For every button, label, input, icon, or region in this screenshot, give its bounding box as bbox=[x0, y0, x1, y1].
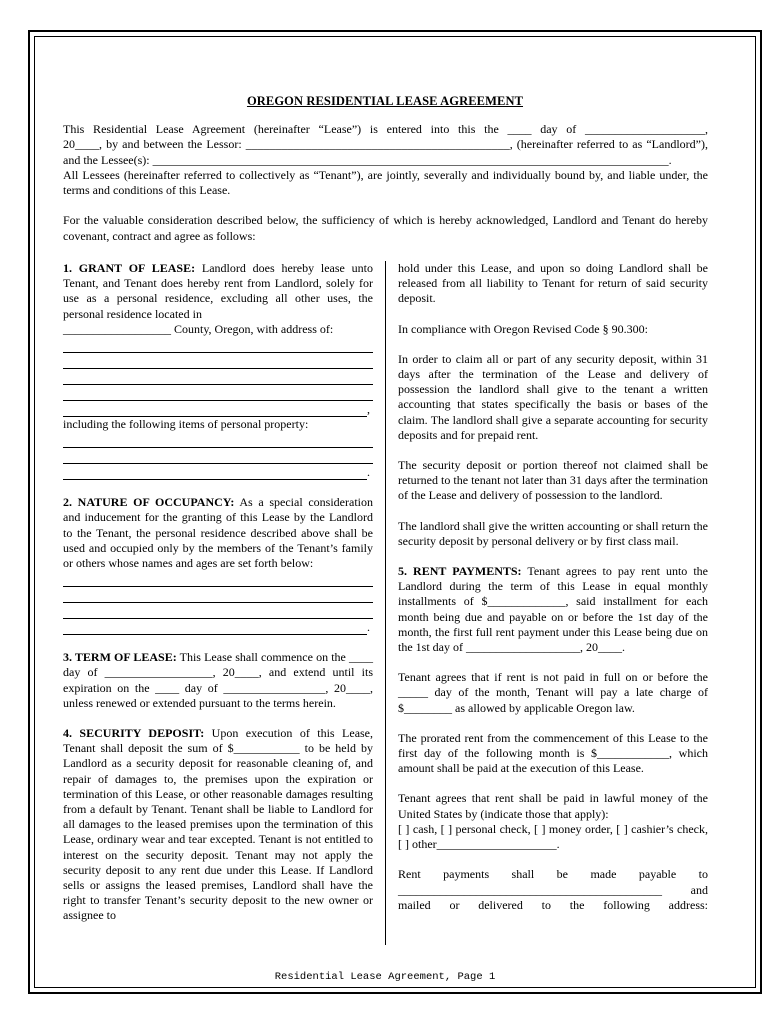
occupant-blank-line bbox=[63, 588, 373, 603]
section-1-body: Landlord does hereby lease unto Tenant, and Tenant does hereby rent from Landlord, solely for use as a personal residence, excluding all other uses, the personal residence located in bbox=[63, 261, 373, 321]
section-4-heading: 4. SECURITY DEPOSIT: bbox=[63, 726, 205, 741]
payment-method-options: [ ] cash, [ ] personal check, [ ] money order, [ ] cashier’s check, [ ] other____________________. bbox=[398, 821, 708, 852]
address-blank-line-end: , bbox=[63, 401, 373, 417]
property-blank-line bbox=[63, 449, 373, 464]
address-blank-line bbox=[63, 370, 373, 385]
address-blank-line bbox=[63, 354, 373, 369]
section-term-of-lease bbox=[63, 650, 373, 711]
intro-section bbox=[63, 122, 708, 244]
deposit-release-paragraph: hold under this Lease, and upon so doing Landlord shall be released from all liability to Tenant for return of said security deposit. bbox=[398, 261, 708, 306]
property-blank-line bbox=[63, 433, 373, 448]
section-4-body: Upon execution of this Lease, Tenant shall deposit the sum of $___________ to be held by Landlord as a security deposit for reasonable cleaning of, and repair of damages to, the premises upon the expiration or termination of this Lease, or other reasonable damages resulting from a default by Tenant. Tenant shall be liable to Landlord for all damages to the leased premises upon the termination of this Lease, ordinary wear and tear excepted. Tenant is not entitled to interest on the security deposit. Tenant may not apply the security deposit to any rent due under this Lease. If Landlord sells or assigns the leased premises, Landlord shall have the right to transfer Tenant’s security deposit to the new owner or assignee to bbox=[63, 726, 374, 923]
address-blank-line bbox=[63, 338, 373, 353]
personal-property-label: including the following items of personal property: bbox=[63, 417, 309, 432]
payment-method-paragraph: Tenant agrees that rent shall be paid in lawful money of the United States by (indicate those that apply): bbox=[398, 791, 708, 821]
intro-line-2: 20____, by and between the Lessor: ____________________________________________, (hereinafter referred to as “Landlord”), bbox=[63, 137, 708, 152]
deposit-return-paragraph: The security deposit or portion thereof not claimed shall be returned to the tenant not later than 31 days after the termination of the Lease and delivery of possession to the landlord. bbox=[398, 458, 708, 503]
intro-line-3: and the Lessee(s): ______________________________________________________________________________________. bbox=[63, 152, 672, 167]
deposit-claim-paragraph: In order to claim all or part of any security deposit, within 31 days after the termination of the Lease and delivery of possession the landlord shall give to the tenant a written accounting that states specifically the basis or bases of the claim. The landlord shall give a separate accounting for security deposits and for prepaid rent. bbox=[398, 351, 708, 442]
section-1-heading: 1. GRANT OF LEASE: bbox=[63, 261, 196, 275]
section-5-heading: 5. RENT PAYMENTS: bbox=[398, 564, 522, 579]
column-divider bbox=[385, 261, 386, 945]
property-blank-line-end: . bbox=[63, 464, 373, 480]
section-rent-payments bbox=[398, 564, 708, 655]
document-title: OREGON RESIDENTIAL LEASE AGREEMENT bbox=[246, 94, 524, 108]
section-3-body: This Lease shall commence on the ____ day of __________________, 20____, and extend until its expiration on the ____ day of _________________, 20____, unless renewed or extended pursuant to the terms herein. bbox=[63, 650, 373, 710]
page-footer: Residential Lease Agreement, Page 1 bbox=[274, 971, 496, 983]
county-line: __________________ County, Oregon, with address of: bbox=[63, 321, 334, 336]
intro-line-1: This Residential Lease Agreement (hereinafter “Lease”) is entered into this the ____ day of ____________________, bbox=[63, 122, 708, 136]
late-charge-paragraph: Tenant agrees that if rent is not paid in full on or before the _____ day of the month, Tenant will pay a late charge of $________ as allowed by applicable Oregon law. bbox=[398, 670, 708, 715]
left-column bbox=[63, 261, 373, 939]
section-5-body: Tenant agrees to pay rent unto the Landlord during the term of this Lease in equal monthly installments of $_____________, said installment for each month being due and payable on or before the 1st day of the month, the first full rent payment under this Lease being due on the 1st day of ___________________, 20____. bbox=[398, 564, 709, 655]
oregon-code-paragraph: In compliance with Oregon Revised Code § 90.300: bbox=[398, 321, 648, 336]
occupant-blank-line bbox=[63, 604, 373, 619]
section-security-deposit bbox=[63, 726, 373, 924]
intro-consideration: For the valuable consideration described below, the sufficiency of which is hereby acknowledged, Landlord and Tenant do hereby covenant, contract and agree as follows: bbox=[63, 213, 708, 243]
accounting-delivery-paragraph: The landlord shall give the written accounting or shall return the security deposit by personal delivery or by first class mail. bbox=[398, 518, 708, 548]
intro-lessees-clause: All Lessees (hereinafter referred to collectively as “Tenant”), are jointly, severally and individually bound by, and liable under, the terms and conditions of this Lease. bbox=[63, 167, 708, 198]
section-2-body: As a special consideration and inducement for the granting of this Lease by the Landlord to the Tenant, the personal residence described above shall be used and occupied only by the members of the Tenant’s family or others whose names and ages are set forth below: bbox=[63, 495, 373, 571]
section-grant-of-lease bbox=[63, 261, 373, 322]
section-3-heading: 3. TERM OF LEASE: bbox=[63, 650, 177, 665]
occupant-blank-line-end: . bbox=[63, 619, 373, 635]
payable-to-paragraph: Rent payments shall be made payable to ____________________________________________ and mailed or delivered to the following address: bbox=[398, 867, 708, 912]
prorated-rent-paragraph: The prorated rent from the commencement of this Lease to the first day of the following month is $____________, which amount shall be paid at the execution of this Lease. bbox=[398, 730, 708, 776]
right-column bbox=[398, 261, 708, 928]
section-2-heading: 2. NATURE OF OCCUPANCY: bbox=[63, 495, 235, 510]
occupant-blank-line bbox=[63, 572, 373, 587]
address-blank-line bbox=[63, 386, 373, 401]
section-nature-of-occupancy bbox=[63, 495, 373, 571]
